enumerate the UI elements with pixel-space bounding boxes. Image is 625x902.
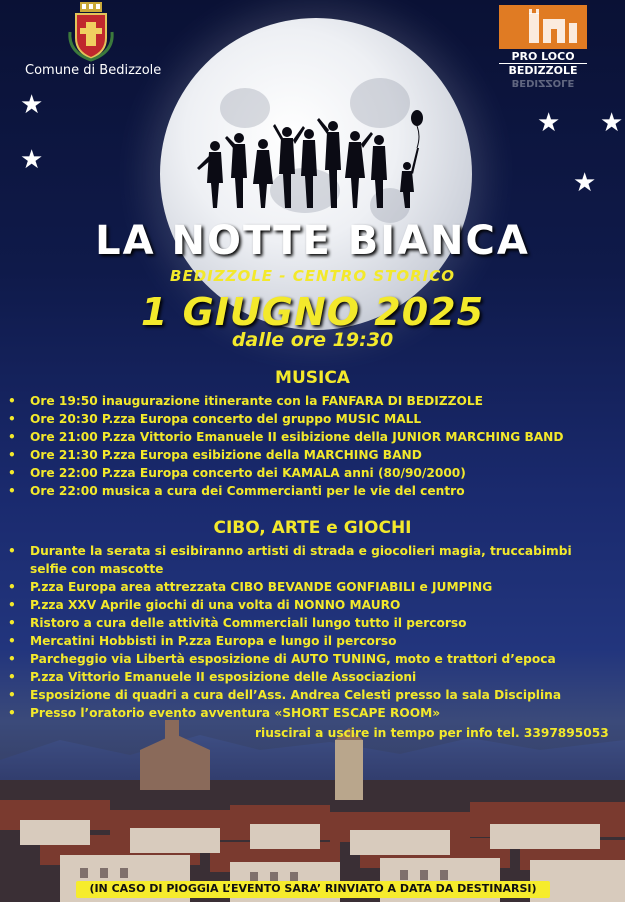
pro-loco-logo <box>499 5 587 87</box>
musica-list <box>0 392 610 500</box>
pro-loco-line2: BEDIZZOLE <box>499 63 587 77</box>
list-item: • Ore 21:00 P.zza Vittorio Emanuele II esibizione della JUNIOR MARCHING BAND <box>0 428 610 446</box>
contact-info: riuscirai a uscire in tempo per info tel. 3397895053 <box>255 726 609 740</box>
event-start-time: dalle ore 19:30 <box>231 329 394 351</box>
comune-label: Comune di Bedizzole <box>25 63 162 78</box>
coat-of-arms-icon <box>66 2 116 62</box>
list-item: • Ore 22:00 musica a cura dei Commercianti per le vie del centro <box>0 482 610 500</box>
musica-heading: MUSICA <box>275 368 350 388</box>
rain-notice: (IN CASO DI PIOGGIA L’EVENTO SARA’ RINVIATO A DATA DA DESTINARSI) <box>89 882 537 895</box>
event-date: 1 GIUGNO 2025 <box>140 290 485 334</box>
star-icon: ★ <box>537 108 561 138</box>
star-icon: ★ <box>600 108 624 138</box>
star-icon: ★ <box>573 168 597 198</box>
list-item: • Ristoro a cura delle attività Commerciali lungo tutto il percorso <box>0 614 610 632</box>
list-item: • P.zza Vittorio Emanuele II esposizione delle Associazioni <box>0 668 610 686</box>
pro-loco-reflection: BEDIZZOLE <box>511 77 575 88</box>
list-item: • Presso l’oratorio evento avventura «SHORT ESCAPE ROOM» <box>0 704 610 722</box>
list-item: • P.zza XXV Aprile giochi di una volta di NONNO MAURO <box>0 596 610 614</box>
pro-loco-line1: PRO LOCO <box>511 50 575 63</box>
dancing-people-silhouette <box>195 108 435 213</box>
event-title: LA NOTTE BIANCA <box>95 218 530 264</box>
list-item: • Ore 22:00 P.zza Europa concerto dei KAMALA anni (80/90/2000) <box>0 464 610 482</box>
list-item: • P.zza Europa area attrezzata CIBO BEVANDE GONFIABILI e JUMPING <box>0 578 610 596</box>
cibo-arte-giochi-heading: CIBO, ARTE e GIOCHI <box>213 518 412 538</box>
list-item: • Ore 19:50 inaugurazione itinerante con la FANFARA DI BEDIZZOLE <box>0 392 610 410</box>
star-icon: ★ <box>20 145 44 175</box>
town-skyline-image <box>0 720 625 902</box>
list-item: • Mercatini Hobbisti in P.zza Europa e lungo il percorso <box>0 632 610 650</box>
list-item: • Ore 20:30 P.zza Europa concerto del gruppo MUSIC MALL <box>0 410 610 428</box>
cibo-list <box>0 542 610 722</box>
list-item: • Ore 21:30 P.zza Europa esibizione della MARCHING BAND <box>0 446 610 464</box>
list-item: • Durante la serata si esibiranno artisti di strada e giocolieri magia, truccabimbi selfie con mascotte <box>0 542 610 578</box>
list-item: • Esposizione di quadri a cura dell’Ass. Andrea Celesti presso la sala Disciplina <box>0 686 610 704</box>
list-item: • Parcheggio via Libertà esposizione di AUTO TUNING, moto e trattori d’epoca <box>0 650 610 668</box>
pro-loco-castle-icon <box>499 5 587 49</box>
star-icon: ★ <box>20 90 44 120</box>
event-subtitle: BEDIZZOLE - CENTRO STORICO <box>170 267 455 285</box>
